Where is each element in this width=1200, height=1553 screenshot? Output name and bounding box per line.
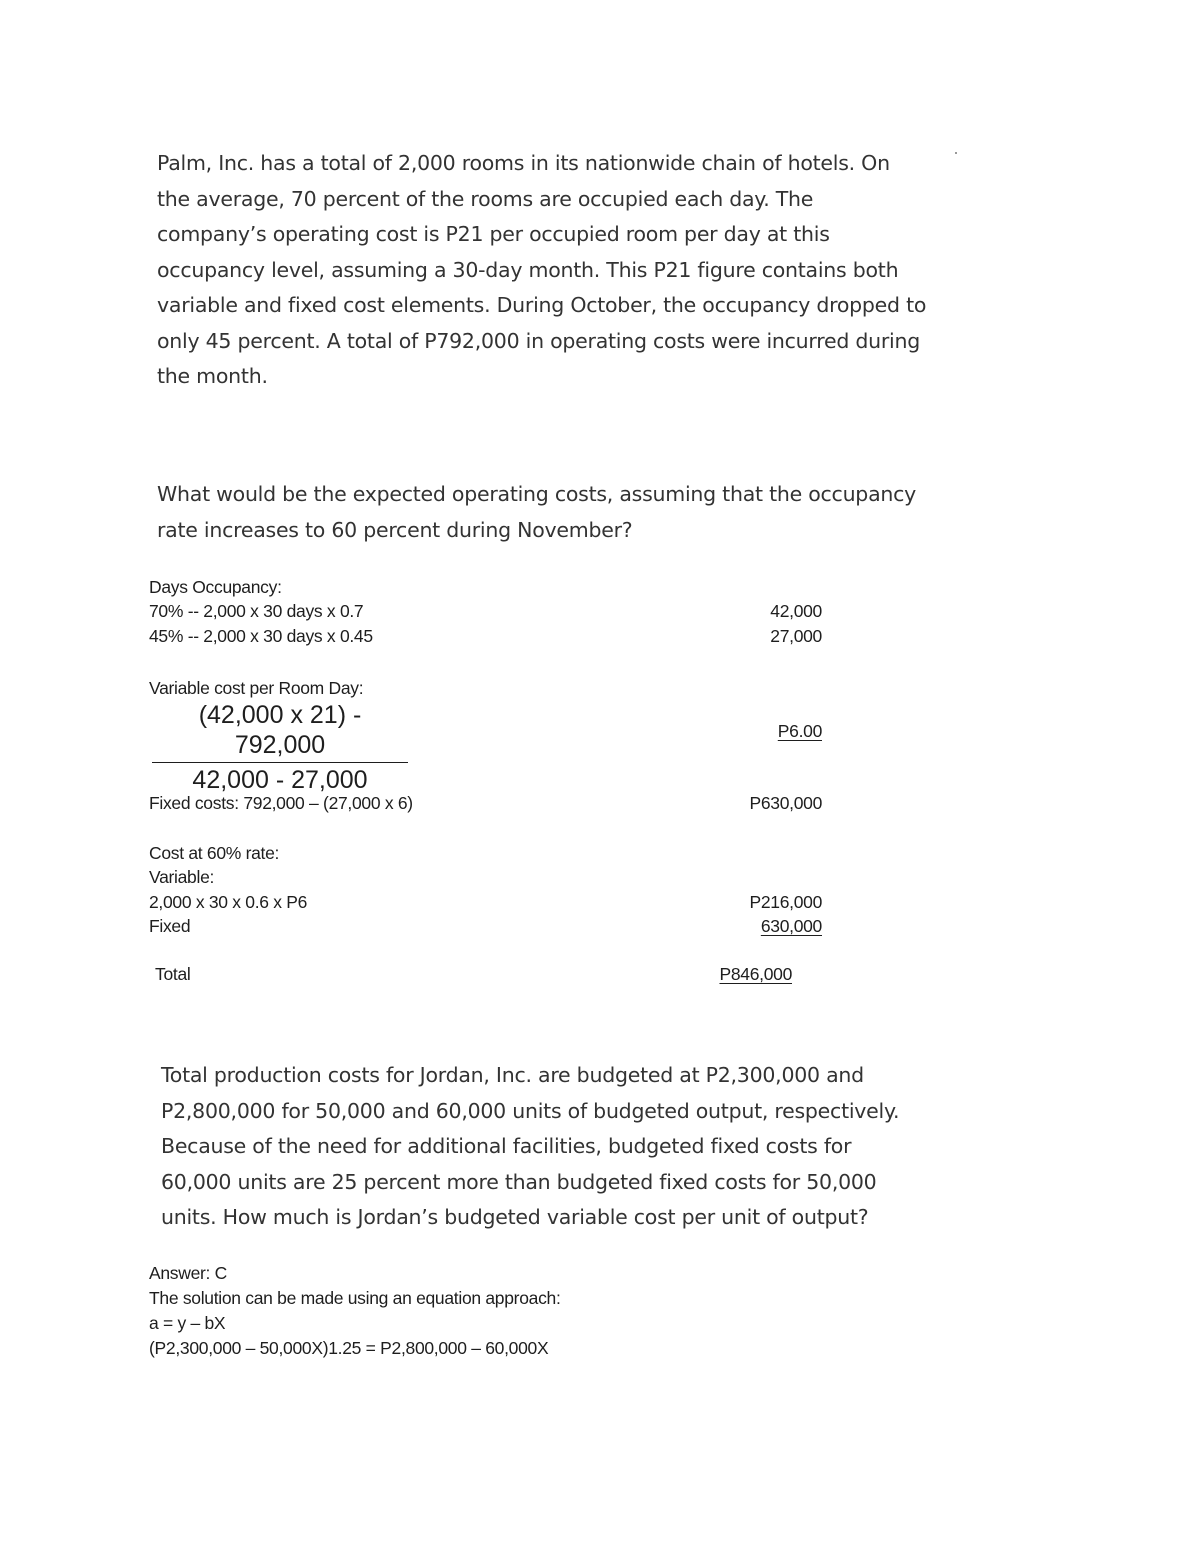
question1-line: What would be the expected operating costs, assuming that the occupancy	[157, 482, 917, 506]
variable-amount: P216,000	[749, 892, 822, 912]
fraction-numerator: (42,000 x 21) - 792,000	[152, 700, 408, 763]
total-label: Total	[155, 964, 191, 984]
fixed-costs-value: P630,000	[749, 793, 822, 813]
solution-intro: The solution can be made using an equation approach:	[149, 1288, 561, 1308]
fixed-amount: 630,000	[760, 916, 822, 936]
problem1-line: only 45 percent. A total of P792,000 in operating costs were incurred during	[157, 328, 920, 353]
fixed-costs-label: Fixed costs: 792,000 – (27,000 x 6)	[149, 793, 413, 813]
answer-label: Answer: C	[149, 1263, 228, 1283]
problem2-line: P2,800,000 for 50,000 and 60,000 units of budgeted output, respectively.	[161, 1098, 900, 1123]
variable-cost-value: P6.00	[777, 721, 822, 741]
fixed-label: Fixed	[149, 916, 191, 936]
problem1-paragraph	[157, 146, 957, 395]
cost-60-label: Cost at 60% rate:	[149, 843, 280, 863]
question1-paragraph	[157, 477, 957, 548]
problem1-line: company’s operating cost is P21 per occupied room per day at this	[157, 222, 830, 246]
problem1-line: the average, 70 percent of the rooms are occupied each day. The	[157, 186, 814, 211]
problem2-line: Because of the need for additional facilities, budgeted fixed costs for	[161, 1134, 852, 1158]
variable-formula: 2,000 x 30 x 0.6 x P6	[149, 892, 308, 912]
variable-label: Variable:	[149, 867, 215, 887]
fraction-denominator: 42,000 - 27,000	[192, 766, 368, 794]
days-occupancy-label: Days Occupancy:	[149, 577, 282, 597]
question1-line: rate increases to 60 percent during November?	[157, 517, 633, 542]
equation: a = y – bX	[149, 1313, 226, 1333]
row-45-value: 27,000	[770, 626, 822, 646]
row-45-label: 45% -- 2,000 x 30 days x 0.45	[149, 626, 373, 646]
row-70-label: 70% -- 2,000 x 30 days x 0.7	[149, 601, 364, 621]
variable-cost-label: Variable cost per Room Day:	[149, 678, 364, 698]
problem1-line: occupancy level, assuming a 30-day month. This P21 figure contains both	[157, 257, 899, 282]
problem1-line: Palm, Inc. has a total of 2,000 rooms in its nationwide chain of hotels. On	[157, 151, 890, 175]
variable-cost-fraction	[152, 700, 408, 795]
row-70-value: 42,000	[770, 601, 822, 621]
problem1-line: variable and fixed cost elements. During October, the occupancy dropped to	[157, 293, 927, 317]
problem2-line: Total production costs for Jordan, Inc. are budgeted at P2,300,000 and	[161, 1063, 864, 1087]
problem2-paragraph	[161, 1058, 961, 1236]
speck-mark	[955, 152, 957, 154]
total-value: P846,000	[719, 964, 792, 984]
problem1-line: the month.	[157, 364, 268, 388]
equation-expression: (P2,300,000 – 50,000X)1.25 = P2,800,000 – 60,000X	[149, 1338, 549, 1358]
problem2-line: 60,000 units are 25 percent more than budgeted fixed costs for 50,000	[161, 1169, 877, 1194]
problem2-line: units. How much is Jordan’s budgeted variable cost per unit of output?	[161, 1205, 869, 1229]
